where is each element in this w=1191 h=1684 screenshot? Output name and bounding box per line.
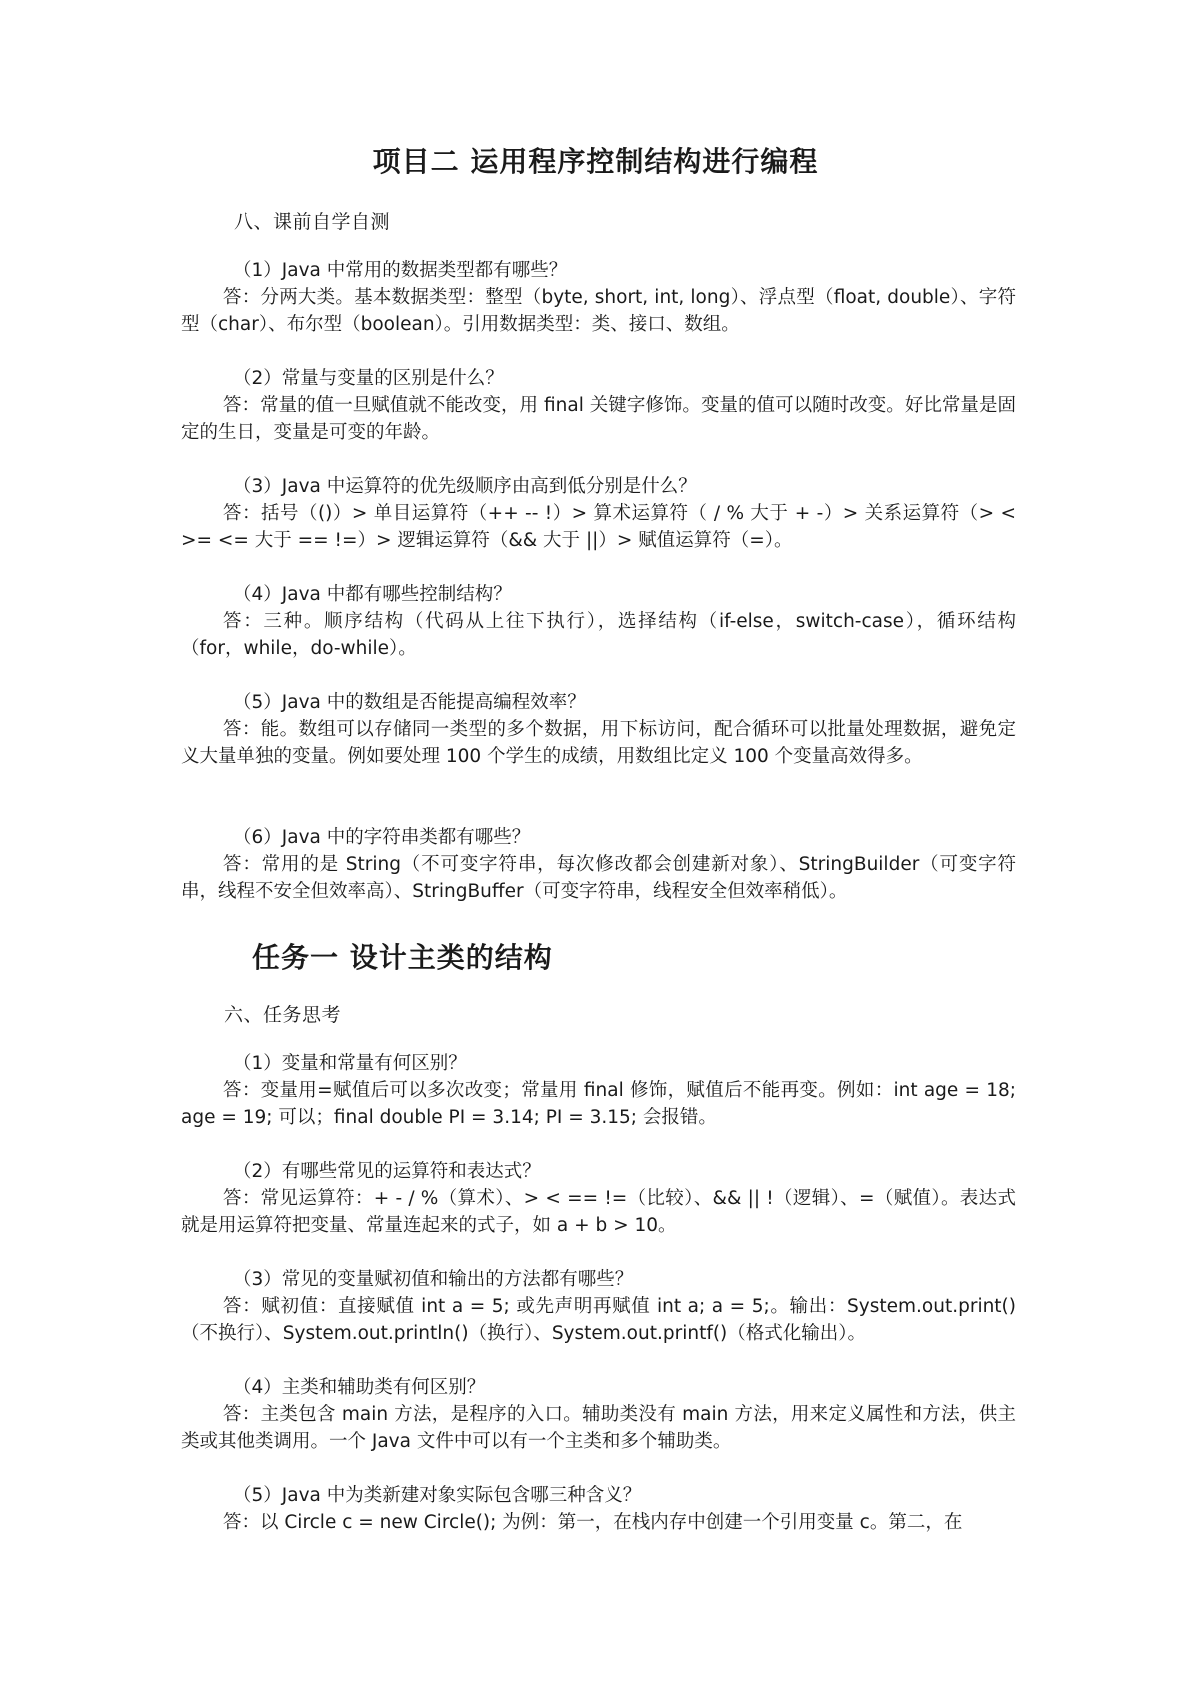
- question: （1）Java 中常用的数据类型都有哪些？: [233, 260, 568, 281]
- section-heading-self-test: 八、课前自学自测: [234, 211, 391, 233]
- qa-item: [181, 1050, 1016, 1131]
- answer: 答：能。数组可以存储同一类型的多个数据，用下标访问，配合循环可以批量处理数据，避免定义大量单独的变量。例如要处理 100 个学生的成绩，用数组比定义 100 个变量高效得多。: [181, 719, 1016, 767]
- qa-item: [181, 1266, 1016, 1347]
- question: （4）主类和辅助类有何区别？: [233, 1377, 486, 1398]
- answer: 答：主类包含 main 方法，是程序的入口。辅助类没有 main 方法，用来定义属性和方法，供主类或其他类调用。一个 Java 文件中可以有一个主类和多个辅助类。: [181, 1404, 1016, 1452]
- qa-item: [181, 1158, 1016, 1239]
- qa-item: [181, 1482, 1016, 1536]
- section-heading-task-thinking: 六、任务思考: [224, 1004, 342, 1026]
- question: （1）变量和常量有何区别？: [233, 1053, 467, 1074]
- qa-item: [181, 1374, 1016, 1455]
- question: （4）Java 中都有哪些控制结构？: [233, 584, 512, 605]
- page-title: 项目二 运用程序控制结构进行编程: [372, 145, 819, 178]
- question: （5）Java 中的数组是否能提高编程效率？: [233, 692, 586, 713]
- question: （5）Java 中为类新建对象实际包含哪三种含义？: [233, 1485, 642, 1506]
- qa-item: [181, 689, 1016, 770]
- question: （2）常量与变量的区别是什么？: [233, 368, 504, 389]
- answer: 答：三种。顺序结构（代码从上往下执行），选择结构（if-else，switch-case），循环结构（for，while，do-while）。: [181, 611, 1016, 659]
- answer: 答：常量的值一旦赋值就不能改变，用 final 关键字修饰。变量的值可以随时改变。好比常量是固定的生日，变量是可变的年龄。: [181, 395, 1016, 443]
- answer: 答：变量用=赋值后可以多次改变；常量用 final 修饰，赋值后不能再变。例如：int age = 18; age = 19; 可以；final double PI = 3.14; PI = 3.15; 会报错。: [181, 1080, 1016, 1128]
- question: （3）常见的变量赋初值和输出的方法都有哪些？: [233, 1269, 634, 1290]
- answer: 答：以 Circle c = new Circle(); 为例：第一，在栈内存中创建一个引用变量 c。第二，在: [223, 1512, 963, 1533]
- qa-item: [181, 824, 1016, 905]
- qa-item: [181, 257, 1016, 338]
- task-title: 任务一 设计主类的结构: [252, 941, 553, 974]
- question: （3）Java 中运算符的优先级顺序由高到低分别是什么？: [233, 476, 697, 497]
- answer: 答：括号（()）> 单目运算符（++ -- !）> 算术运算符（ / % 大于 + -）> 关系运算符（> < >= <= 大于 == !=）> 逻辑运算符（&& 大于 ||）> 赋值运算符（=）。: [181, 503, 1016, 551]
- question: （6）Java 中的字符串类都有哪些？: [233, 827, 531, 848]
- question: （2）有哪些常见的运算符和表达式？: [233, 1161, 541, 1182]
- qa-item: [181, 581, 1016, 662]
- qa-item: [181, 473, 1016, 554]
- qa-item: [181, 365, 1016, 446]
- answer: 答：赋初值：直接赋值 int a = 5; 或先声明再赋值 int a; a = 5;。输出：System.out.print()（不换行）、System.out.println()（换行）、System.out.printf()（格式化输出）。: [181, 1296, 1016, 1344]
- answer: 答：分两大类。基本数据类型：整型（byte, short, int, long）、浮点型（float, double）、字符型（char）、布尔型（boolean）。引用数据类型：类、接口、数组。: [181, 287, 1016, 335]
- answer: 答：常见运算符：+ - / %（算术）、> < == !=（比较）、&& || !（逻辑）、=（赋值）。表达式就是用运算符把变量、常量连起来的式子，如 a + b > 10。: [181, 1188, 1016, 1236]
- answer: 答：常用的是 String（不可变字符串，每次修改都会创建新对象）、StringBuilder（可变字符串，线程不安全但效率高）、StringBuffer（可变字符串，线程安全但效率稍低）。: [181, 854, 1016, 902]
